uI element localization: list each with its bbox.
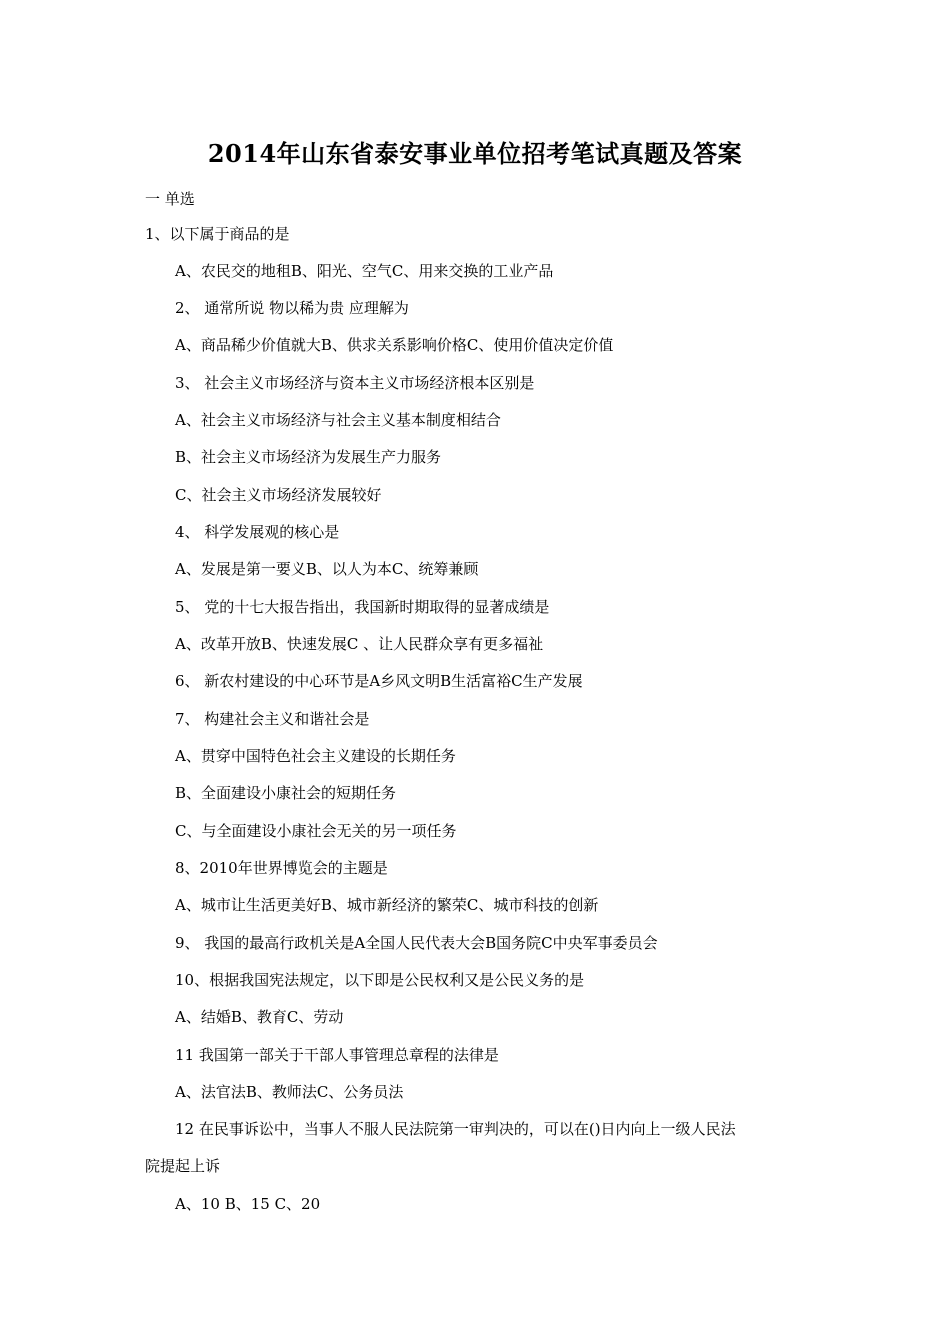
option-line: B、社会主义市场经济为发展生产力服务 xyxy=(175,448,442,466)
question-line: 7、 构建社会主义和谐社会是 xyxy=(175,710,370,728)
question-line: 6、 新农村建设的中心环节是A乡风文明B生活富裕C生产发展 xyxy=(175,672,583,690)
question-line: 3、 社会主义市场经济与资本主义市场经济根本区别是 xyxy=(175,374,535,392)
option-line: A、社会主义市场经济与社会主义基本制度相结合 xyxy=(175,411,501,429)
question-line: 1、以下属于商品的是 xyxy=(145,225,290,243)
option-line: C、与全面建设小康社会无关的另一项任务 xyxy=(175,822,457,840)
option-line: A、发展是第一要义B、以人为本C、统筹兼顾 xyxy=(175,560,479,578)
option-line: A、10 B、15 C、20 xyxy=(175,1195,321,1213)
section-heading: 一 单选 xyxy=(145,190,195,208)
option-line: A、贯穿中国特色社会主义建设的长期任务 xyxy=(175,747,456,765)
question-line: 5、 党的十七大报告指出，我国新时期取得的显著成绩是 xyxy=(175,598,550,616)
option-line: A、结婚B、教育C、劳动 xyxy=(175,1008,344,1026)
question-line: 9、 我国的最高行政机关是A全国人民代表大会B国务院C中央军事委员会 xyxy=(175,934,658,952)
question-line: 12 在民事诉讼中，当事人不服人民法院第一审判决的，可以在()日内向上一级人民法 xyxy=(175,1120,736,1138)
question-line: 11 我国第一部关于干部人事管理总章程的法律是 xyxy=(175,1046,499,1064)
option-line: B、全面建设小康社会的短期任务 xyxy=(175,784,397,802)
question-line: 8、2010年世界博览会的主题是 xyxy=(175,859,388,877)
option-line: A、法官法B、教师法C、公务员法 xyxy=(175,1083,404,1101)
question-line: 10、根据我国宪法规定，以下即是公民权利又是公民义务的是 xyxy=(175,971,585,989)
option-line: A、改革开放B、快速发展C 、让人民群众享有更多福祉 xyxy=(175,635,544,653)
option-line: C、社会主义市场经济发展较好 xyxy=(175,486,382,504)
option-line: A、城市让生活更美好B、城市新经济的繁荣C、城市科技的创新 xyxy=(175,896,599,914)
option-line: A、商品稀少价值就大B、供求关系影响价格C、使用价值决定价值 xyxy=(175,336,614,354)
question-line: 4、 科学发展观的核心是 xyxy=(175,523,340,541)
option-line: A、农民交的地租B、阳光、空气C、用来交换的工业产品 xyxy=(175,262,554,280)
question-line: 2、 通常所说 物以稀为贵 应理解为 xyxy=(175,299,409,317)
document-title: 2014年山东省泰安事业单位招考笔试真题及答案 xyxy=(207,139,743,168)
question-line-continuation: 院提起上诉 xyxy=(145,1157,221,1175)
